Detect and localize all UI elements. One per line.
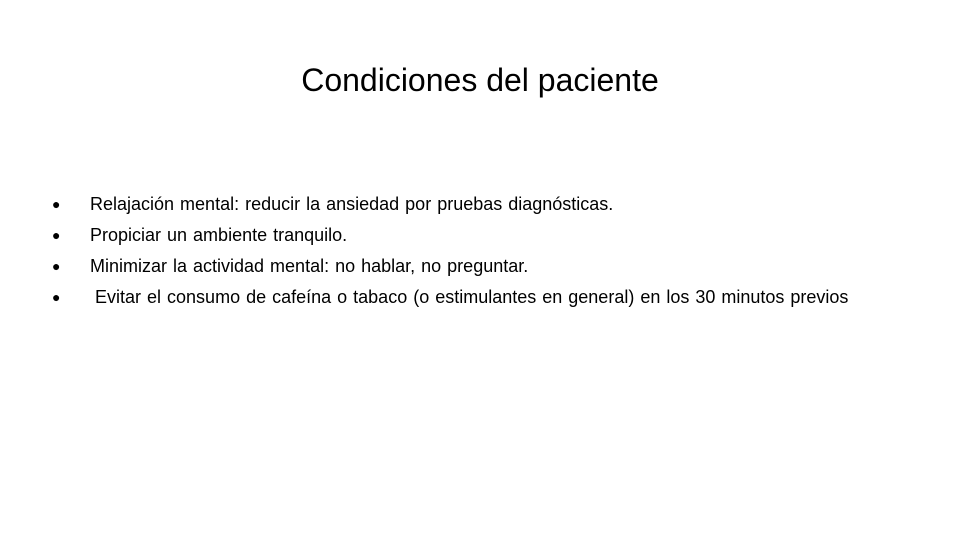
list-item [52,220,922,251]
bullet-text: Propiciar un ambiente tranquilo. [90,225,348,245]
bullet-icon: ● [52,196,61,212]
bullet-list [52,189,922,313]
slide-title: Condiciones del paciente [301,62,659,98]
bullet-text: Relajación mental: reducir la ansiedad por pruebas diagnósticas. [90,194,614,214]
bullet-icon: ● [52,289,61,305]
bullet-text: Minimizar la actividad mental: no hablar, no preguntar. [90,256,529,276]
bullet-icon: ● [52,227,61,243]
bullet-text: Evitar el consumo de cafeína o tabaco (o estimulantes en general) en los 30 minutos previos [90,287,849,307]
bullet-icon: ● [52,258,61,274]
list-item [52,282,922,313]
list-item [52,189,922,220]
list-item [52,251,922,282]
